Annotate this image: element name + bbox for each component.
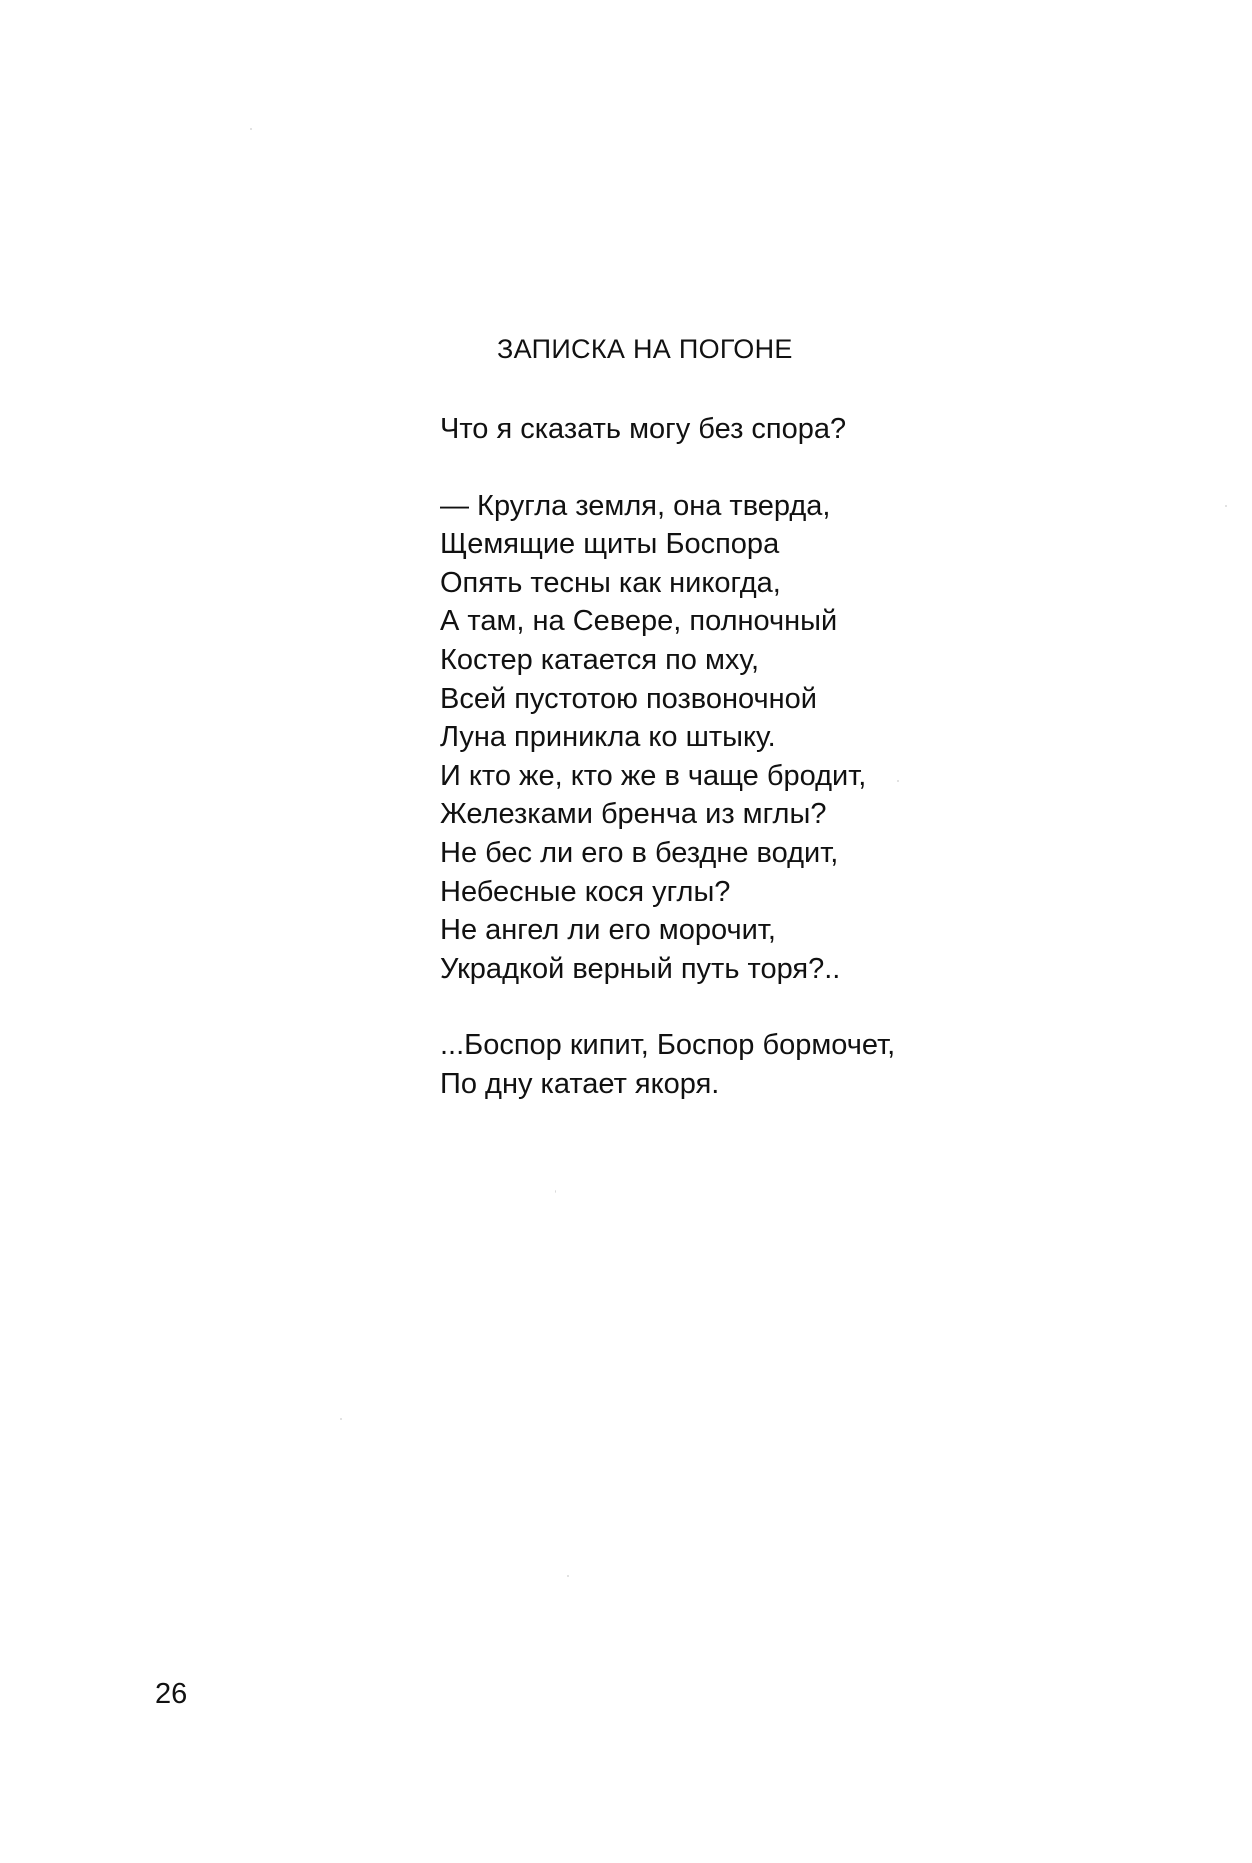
poem-line: Опять тесны как никогда,	[440, 566, 781, 599]
poem-body	[440, 410, 895, 1104]
poem-line: Луна приникла ко штыку.	[440, 721, 776, 754]
poem-line: И кто же, кто же в чаще бродит,	[440, 759, 867, 792]
poem-line: Небесные кося углы?	[440, 875, 731, 908]
poem-line: А там, на Севере, полночный	[440, 605, 838, 638]
poem-line: Железками бренча из мглы?	[440, 798, 827, 831]
poem-line: — Кругла земля, она тверда,	[440, 489, 831, 522]
poem-line: ...Боспор кипит, Боспор бормочет,	[440, 1029, 896, 1062]
poem-line: Щемящие щиты Боспора	[440, 528, 780, 561]
scan-speck	[250, 128, 252, 130]
scan-speck	[897, 780, 899, 782]
poem-line: Не ангел ли его морочит,	[440, 914, 776, 947]
stanza	[440, 1026, 895, 1103]
scan-speck	[1225, 505, 1227, 507]
poem-line: По дну катает якоря.	[440, 1067, 720, 1100]
poem-line: Не бес ли его в бездне водит,	[440, 836, 839, 869]
stanza	[440, 410, 895, 449]
poem-line: Всей пустотою позвоночной	[440, 682, 817, 715]
scan-speck	[555, 1190, 556, 1193]
scan-speck	[340, 1418, 342, 1420]
poem-line: Что я сказать могу без спора?	[440, 413, 847, 445]
poem-title: ЗАПИСКА НА ПОГОНЕ	[497, 334, 793, 364]
scan-speck	[567, 1575, 569, 1577]
poem-line: Украдкой верный путь торя?..	[440, 952, 841, 985]
page-number: 26	[155, 1678, 188, 1710]
poem-line: Костер катается по мху,	[440, 643, 760, 676]
stanza	[440, 487, 895, 989]
